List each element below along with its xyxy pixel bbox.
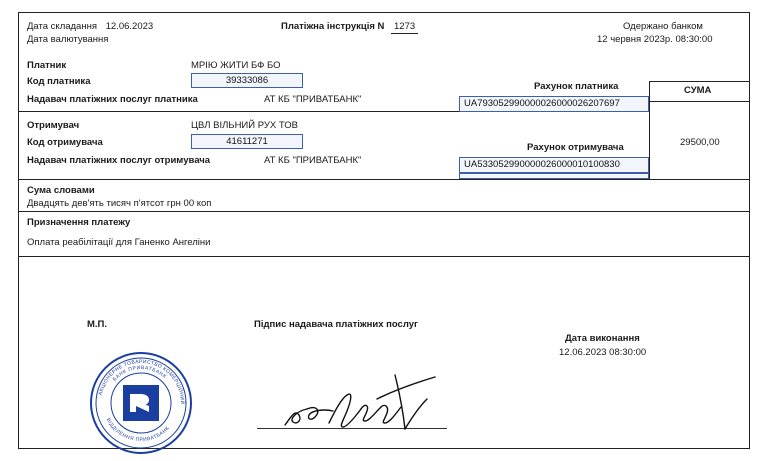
bank-stamp [89, 351, 193, 455]
payer-bank-value: АТ КБ "ПРИВАТБАНК" [264, 94, 362, 105]
execution-date-value: 12.06.2023 08:30:00 [559, 347, 647, 358]
amount-words-label: Сума словами [27, 185, 95, 196]
receiver-bank-label: Надавач платіжних послуг отримувача [27, 155, 211, 166]
payer-code-value[interactable]: 39333086 [191, 73, 303, 88]
divider-footer [19, 256, 749, 257]
receiver-name-label: Отримувач [27, 120, 80, 131]
purpose-label: Призначення платежу [27, 217, 131, 228]
svg-text:ВІДДІЛЕННЯ ПРИВАТБАНК: ВІДДІЛЕННЯ ПРИВАТБАНК [104, 417, 171, 444]
payer-code-label: Код платника [27, 76, 91, 87]
handwritten-signature [277, 365, 447, 443]
payer-account-label: Рахунок платника [534, 81, 619, 92]
signature-label: Підпис надавача платіжних послуг [254, 319, 418, 330]
divider-amount-words [19, 179, 749, 180]
payer-name-value: МРІЮ ЖИТИ БФ БО [191, 60, 281, 71]
received-by-bank-value: 12 червня 2023р. 08:30:00 [597, 34, 713, 45]
divider-payer-receiver [19, 111, 459, 112]
sum-column-top-border [649, 81, 749, 82]
sum-column-left-border [649, 81, 650, 179]
received-by-bank-label: Одержано банком [623, 21, 703, 32]
receiver-account-continuation [459, 173, 649, 179]
receiver-code-label: Код отримувача [27, 137, 103, 148]
sum-column-label: СУМА [684, 85, 712, 96]
sum-column-header-divider [649, 101, 749, 102]
receiver-bank-value: АТ КБ "ПРИВАТБАНК" [264, 155, 362, 166]
amount-words-value: Двадцять дев'ять тисяч п'ятсот грн 00 коп [27, 198, 212, 209]
payer-account-value[interactable]: UA793052990000026000026207697 [459, 96, 649, 112]
purpose-value: Оплата реабілітації для Ганенко Ангеліни [27, 237, 211, 248]
payer-name-label: Платник [27, 60, 67, 71]
divider-purpose [19, 211, 749, 212]
compose-date-value: 12.06.2023 [105, 21, 154, 32]
receiver-account-value[interactable]: UA533052990000026000010100830 [459, 157, 649, 173]
compose-date-label: Дата складання [27, 21, 97, 32]
payer-bank-label: Надавач платіжних послуг платника [27, 94, 198, 105]
value-date-label: Дата валютування [27, 34, 109, 45]
stamp-label: М.П. [87, 319, 108, 330]
execution-date-label: Дата виконання [565, 333, 640, 344]
receiver-code-value[interactable]: 41611271 [191, 134, 303, 149]
payment-instruction-document [18, 12, 750, 449]
instruction-label: Платіжна інструкція N [281, 21, 385, 32]
receiver-account-label: Рахунок отримувача [527, 142, 624, 153]
svg-text:БАНК ПРИВАТБАНК: БАНК ПРИВАТБАНК [111, 364, 168, 383]
receiver-name-value: ЦВЛ ВІЛЬНИЙ РУХ ТОВ [191, 120, 298, 131]
instruction-number: 1273 [391, 21, 418, 34]
sum-value: 29500,00 [680, 137, 720, 148]
svg-text:АКЦІОНЕРНЕ ТОВАРИСТВО КОМЕРЦІЙ: АКЦІОНЕРНЕ ТОВАРИСТВО КОМЕРЦІЙНИЙ [97, 358, 186, 405]
compose-date-row [27, 21, 153, 33]
